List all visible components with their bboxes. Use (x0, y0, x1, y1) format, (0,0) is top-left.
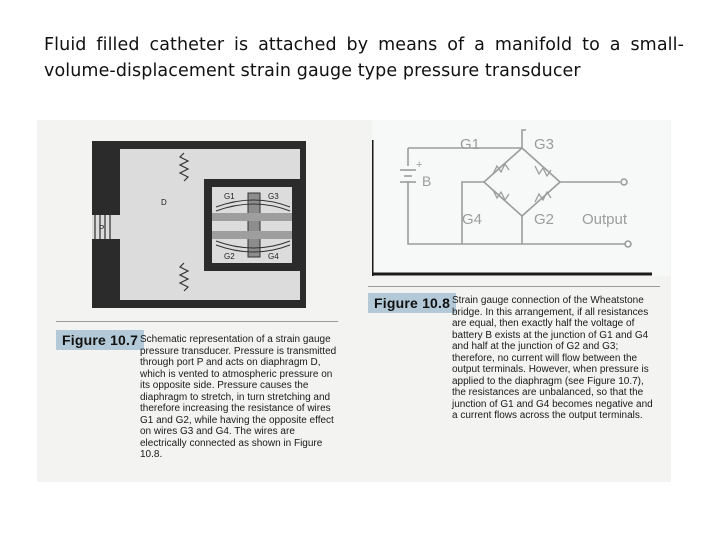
figure-10-7-caption: Schematic representation of a strain gauge pressure transducer. Pressure is transmitted through port P and acts on diaphragm D, which is vented to atmospheric pressure on its opposite side. Pressure causes the diaphragm to stretch, in turn stretching and therefore increasing the resistance of wires G1 and G2, while having the opposite effect on wires G3 and G4. The wires are electrically connected as shown in Figure 10.8. (140, 334, 337, 460)
figure-10-8-caption: Strain gauge connection of the Wheatstone bridge. In this arrangement, if all resistances are equal, then exactly half the voltage of battery B exists at the junction of G1 and G4 and half at the junction of G2 and G3; therefore, no current will flow between the output terminals. However, when pressure is applied to the diaphragm (see Figure 10.7), the resistances are unbalanced, so that the junction of G1 and G4 becomes negative and a current flows across the output terminals. (452, 295, 653, 421)
output-label: Output (582, 211, 628, 228)
figure-10-7-label: Figure 10.7 (56, 330, 144, 350)
figure-10-7-rule (56, 321, 338, 322)
label-p: P (99, 224, 105, 233)
bridge-label-g1: G1 (460, 136, 481, 153)
battery-label: B (422, 173, 432, 189)
label-d: D (161, 198, 167, 207)
gauge-support-lower (212, 231, 292, 239)
battery-plus: + (416, 159, 423, 171)
label-g1: G1 (224, 192, 235, 201)
figure-10-8-rule (368, 286, 660, 287)
bridge-label-g4: G4 (462, 211, 483, 228)
label-g4: G4 (268, 252, 279, 261)
label-g3: G3 (268, 192, 279, 201)
bridge-background (372, 120, 670, 276)
port-p-channel (92, 215, 120, 239)
bridge-label-g2: G2 (534, 211, 555, 228)
gauge-support-upper (212, 213, 292, 221)
wheatstone-bridge-diagram (372, 120, 670, 276)
slide-title: Fluid filled catheter is attached by means of a manifold to a small-volume-displacement strain gauge type pressure transducer (44, 35, 684, 81)
bridge-label-g3: G3 (534, 136, 555, 153)
label-g2: G2 (224, 252, 235, 261)
figure-10-8-label: Figure 10.8 (368, 293, 456, 313)
transducer-schematic (92, 141, 306, 308)
